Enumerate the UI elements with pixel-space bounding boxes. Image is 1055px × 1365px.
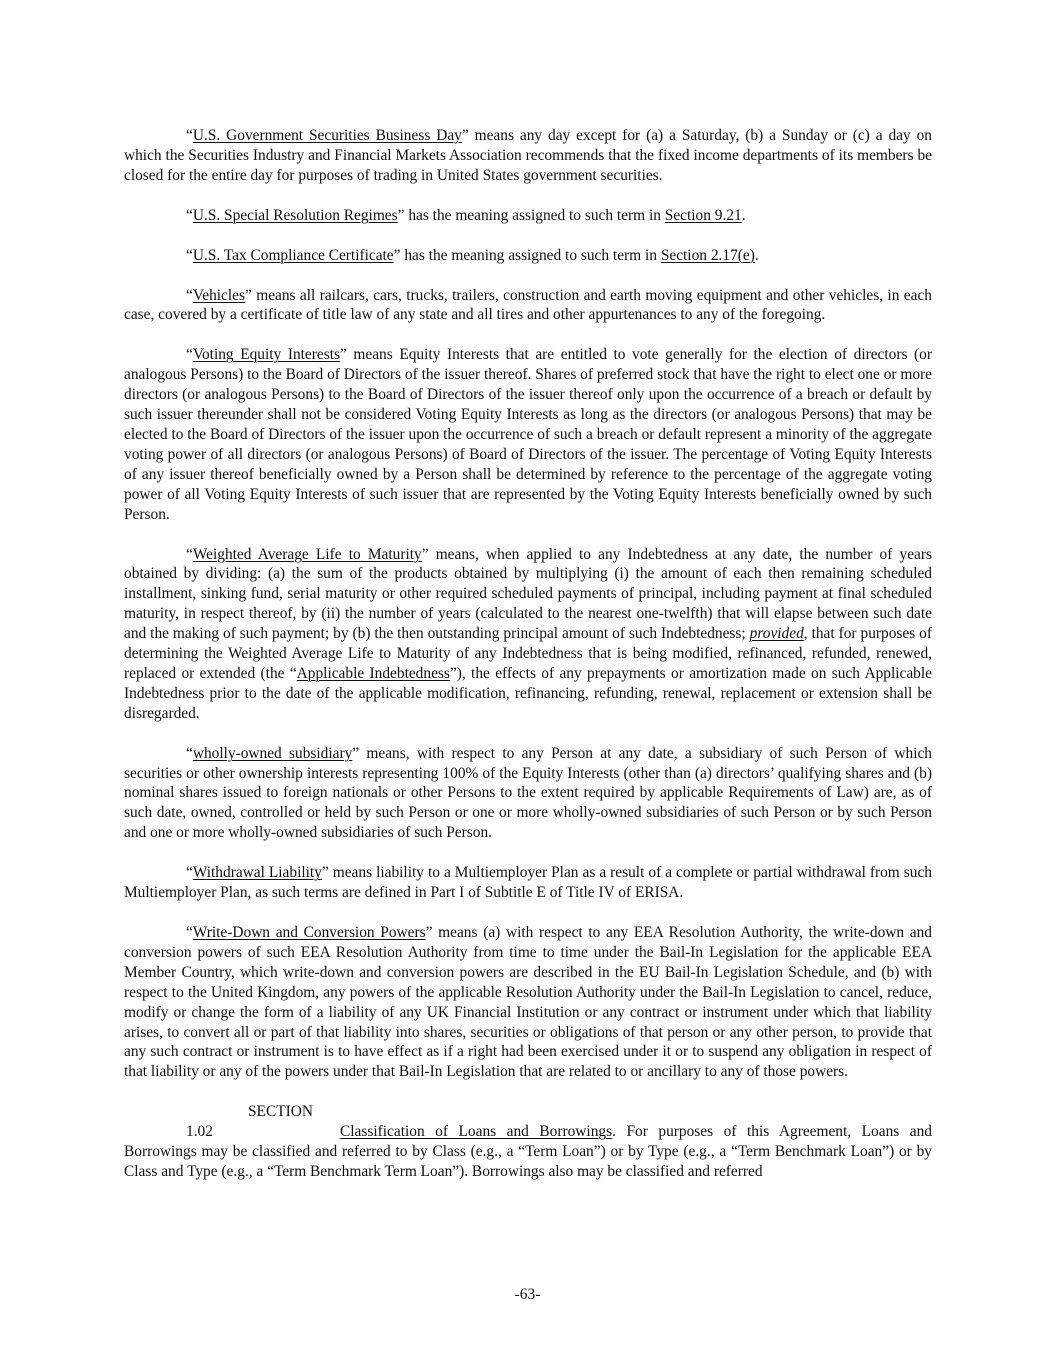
defined-term: Voting Equity Interests [192,346,340,364]
definition-us-government-securities-business-day: “U.S. Government Securities Business Day” means any day except for (a) a Saturday, (b) a Sunday or (c) a day on which the Securities Industry and Financial Markets Association recommends that the fixed income departments of its members be closed for the entire day for purposes of trading in United States government securities. [124,127,932,184]
definition-us-tax-compliance-certificate: “U.S. Tax Compliance Certificate” has the meaning assigned to such term in Section 2.17(e). [186,246,759,264]
defined-term: U.S. Government Securities Business Day [192,127,462,144]
defined-term: Write-Down and Conversion Powers [192,924,426,941]
defined-term: wholly-owned subsidiary [192,744,353,762]
defined-term: U.S. Tax Compliance Certificate [192,246,394,264]
section-reference: Section 9.21 [664,206,742,224]
page-number: -63- [514,1286,541,1303]
defined-term: Weighted Average Life to Maturity [192,545,422,563]
defined-term: Withdrawal Liability [192,864,322,882]
section-1-02-paragraph: SECTION 1.02 Classification of Loans and Borrowings. For purposes of this Agreement, Loans and Borrowings may be classified and referred to by Class (e.g., a “Term Loan”) or by Type (e.g., a “Term Benchmark Loan”) or by Class and Type (e.g., a “Term Benchmark Term Loan”). Borrowings also may be classified and referred [124,1103,933,1180]
section-title: Classification of Loans and Borrowings [340,1123,613,1141]
definition-wholly-owned-subsidiary: “wholly-owned subsidiary” means, with respect to any Person at any date, a subsidiary of such Person of which securities or other ownership interests representing 100% of the Equity Interests (other than (a) directors’ qualifying shares and (b) nominal shares issued to foreign nationals or other Persons to the extent required by applicable Requirements of Law) are, as of such date, owned, controlled or held by such Person or one or more wholly-owned subsidiaries of such Person or by such Person and one or more wholly-owned subsidiaries of such Person. [124,744,932,842]
definition-vehicles: “Vehicles” means all railcars, cars, trucks, trailers, construction and earth moving equipment and other vehicles, in each case, covered by a certificate of title law of any state and all tires and other appurtenances to any of the foregoing. [124,286,932,324]
defined-term: U.S. Special Resolution Regimes [192,206,398,224]
section-number: SECTION 1.02 [186,1103,313,1141]
definition-us-special-resolution-regimes: “U.S. Special Resolution Regimes” has the meaning assigned to such term in Section 9.21. [186,206,746,224]
section-reference: Section 2.17(e) [660,246,755,264]
definition-write-down-and-conversion-powers: “Write-Down and Conversion Powers” means (a) with respect to any EEA Resolution Authority, the write-down and conversion powers of such EEA Resolution Authority from time to time under the Bail-In Legislation for the applicable EEA Member Country, which write-down and conversion powers are described in the EU Bail-In Legislation Schedule, and (b) with respect to the United Kingdom, any powers of the applicable Resolution Authority under the Bail-In Legislation to cancel, reduce, modify or change the form of a liability of any UK Financial Institution or any contract or instrument under which that liability arises, to convert all or part of that liability into shares, securities or obligations of that person or any other person, to provide that any such contract or instrument is to have effect as if a right had been exercised under it or to suspend any obligation in respect of that liability or any of the powers under that Bail-In Legislation that are related to or ancillary to any of those powers. [124,924,932,1081]
definition-weighted-average-life-to-maturity: “Weighted Average Life to Maturity” means, when applied to any Indebtedness at any date, the number of years obtained by dividing: (a) the sum of the products obtained by multiplying (i) the amount of each then remaining scheduled installment, sinking fund, serial maturity or other required scheduled payments of principal, including payment at final scheduled maturity, in respect thereof, by (ii) the number of years (calculated to the nearest one-twelfth) that will elapse between such date and the making of such payment; by (b) the then outstanding principal amount of such Indebtedness; provided, that for purposes of determining the Weighted Average Life to Maturity of any Indebtedness that is being modified, refinanced, refunded, renewed, replaced or extended (the “Applicable Indebtedness”), the effects of any prepayments or amortization made on such Applicable Indebtedness prior to the date of the applicable modification, refinancing, refunding, renewal, replacement or extension shall be disregarded. [124,545,932,722]
page-body [124,126,932,1202]
definition-withdrawal-liability: “Withdrawal Liability” means liability to a Multiemployer Plan as a result of a complete or partial withdrawal from such Multiemployer Plan, as such terms are defined in Part I of Subtitle E of Title IV of ERISA. [124,864,932,902]
defined-subterm: Applicable Indebtedness [296,664,450,682]
proviso-term: provided [749,625,804,643]
defined-term: Vehicles [192,286,245,304]
definition-voting-equity-interests: “Voting Equity Interests” means Equity Interests that are entitled to vote generally for the election of directors (or analogous Persons) to the Board of Directors of the issuer thereof. Shares of preferred stock that have the right to elect one or more directors (or analogous Persons) to the Board of Directors of the issuer thereof only upon the occurrence of a breach or default by such issuer thereunder shall not be considered Voting Equity Interests as long as the directors (or analogous Persons) that may be elected to the Board of Directors of the issuer upon the occurrence of such a breach or default represent a minority of the aggregate voting power of all directors (or analogous Persons) of Board of Directors of the issuer. The percentage of Voting Equity Interests of any issuer thereof beneficially owned by a Person shall be determined by reference to the percentage of the aggregate voting power of all Voting Equity Interests of such issuer that are represented by the Voting Equity Interests beneficially owned by such Person. [124,346,932,523]
